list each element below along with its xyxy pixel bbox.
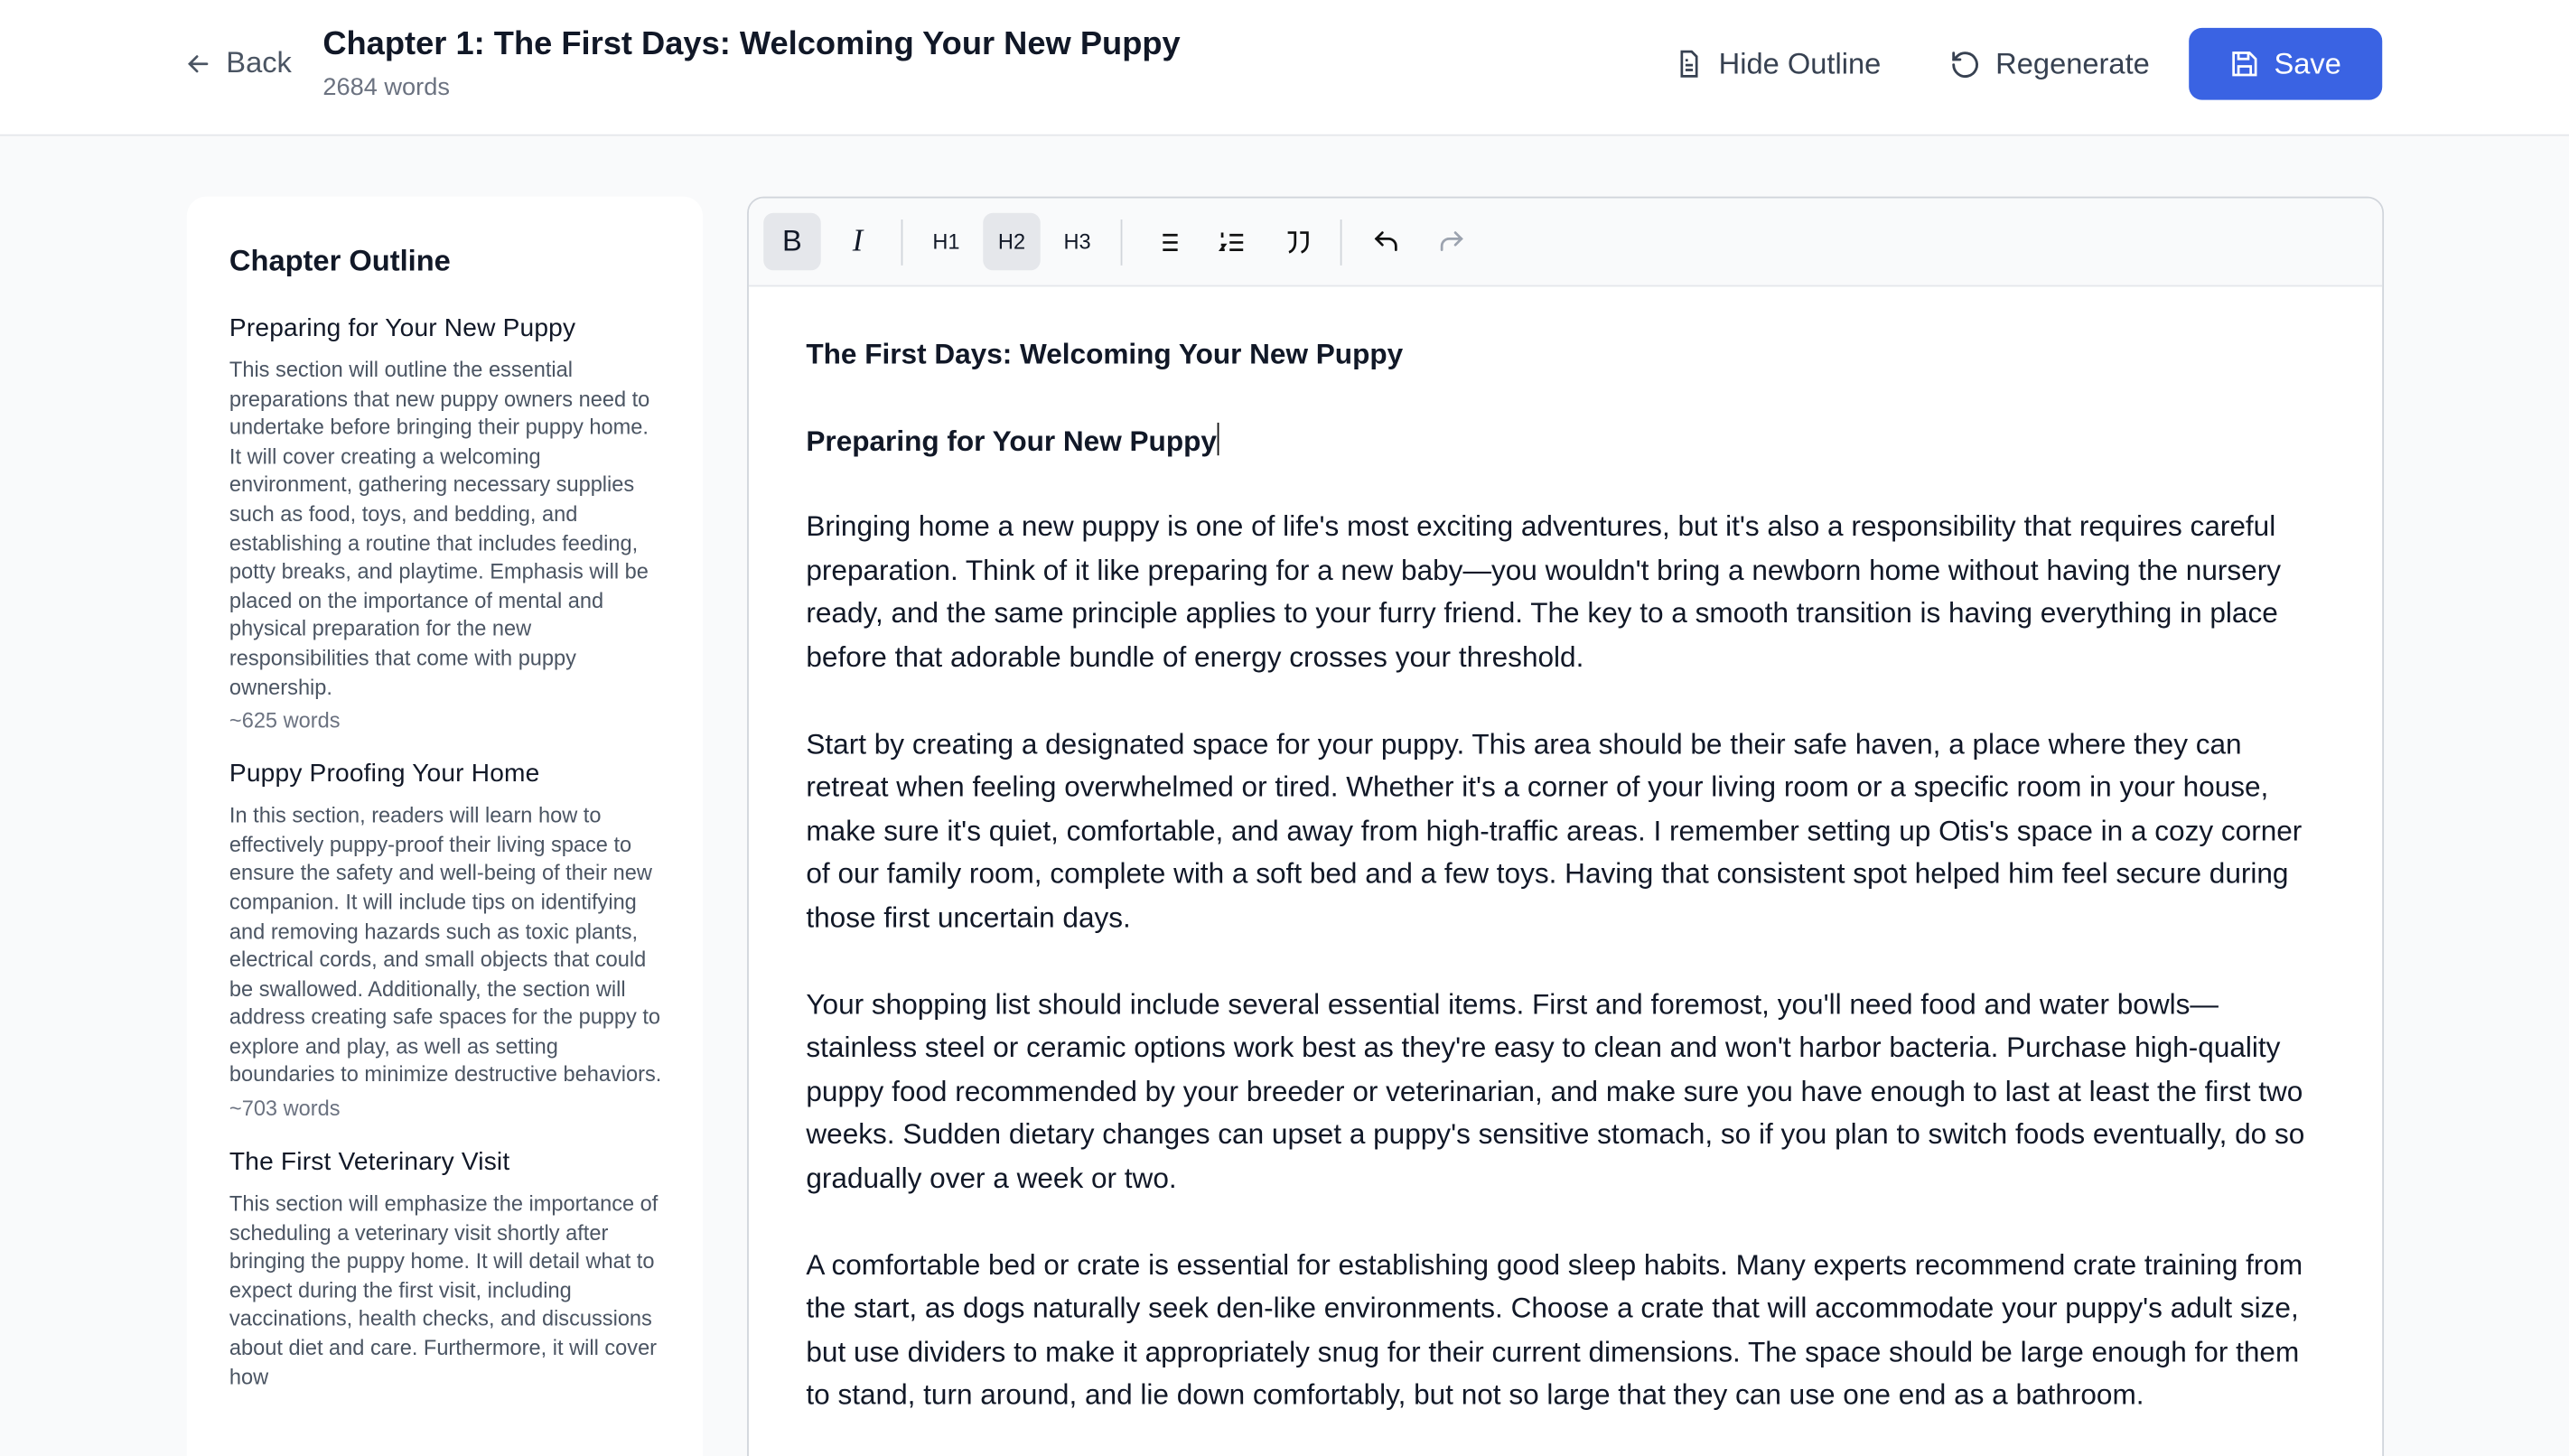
rotate-ccw-icon [1949,49,1980,79]
blockquote-button[interactable] [1268,213,1325,270]
h3-icon: H3 [1063,229,1091,255]
back-button[interactable] [183,46,292,80]
save-button[interactable] [2189,28,2382,100]
section-title: The First Veterinary Visit [229,1148,510,1177]
ordered-list-button[interactable] [1202,213,1259,270]
divider [901,219,903,265]
document-heading: The First Days: Welcoming Your New Puppy [806,337,1404,370]
outline-section[interactable] [229,1149,665,1392]
outline-section[interactable] [229,761,665,1121]
bullet-list-icon [1151,227,1181,257]
undo-button[interactable] [1357,213,1414,270]
editor [747,197,2384,1456]
paragraph: Your shopping list should include several essential items. First and foremost, you'll need food and water bowls—stainless steel or ceramic options work best as they're easy to clean and won't harbor bacteria. Purchase high-quality puppy food recommended by your breeder or veterinarian, and make sure you have enough to last at least the first two weeks. Sudden dietary changes can upset a puppy's sensitive stomach, so if you plan to switch foods eventually, do so gradually over a week or two. [806,986,2305,1194]
section-title: Puppy Proofing Your Home [229,760,540,789]
document-icon [1675,48,1705,80]
section-heading-text: Preparing for Your New Puppy [806,423,1217,457]
section-title: Preparing for Your New Puppy [229,314,576,343]
back-label: Back [226,45,292,79]
section-word-estimate: ~625 words [229,707,341,733]
section-word-estimate: ~703 words [229,1096,341,1121]
top-bar [0,0,2569,136]
redo-button[interactable] [1422,213,1479,270]
section-description: This section will emphasize the importance of scheduling a veterinary visit shortly after bringing the puppy home. It will detail what to expect during the first visit, including vaccinations, health checks, and discussions about diet and care. Furthermore, it will cover how [229,1190,659,1389]
paragraph: Bringing home a new puppy is one of life's most exciting adventures, but it's also a responsibility that requires careful preparation. Think of it like preparing for a new baby—you wouldn't bring a newborn home without having the nursery ready, and the same principle applies to your furry friend. The key to a smooth transition is having everything in place before that adorable bundle of energy crosses your threshold. [806,509,2281,673]
bullet-list-button[interactable] [1137,213,1194,270]
ordered-list-icon [1217,227,1247,257]
redo-icon [1436,227,1466,257]
h2-icon: H2 [997,229,1026,255]
arrow-left-icon [183,49,213,79]
regenerate-label: Regenerate [1995,46,2150,79]
quote-icon [1282,227,1312,257]
paragraph: A comfortable bed or crate is essential for establishing good sleep habits. Many experts recommend crate training from the start, as dogs naturally seek den-like environments. Choose a crate that will accommodate your puppy's adult size, but use dividers to make it appropriately snug for their current dimensions. The space should be large enough for them to stand, turn around, and lie down comfortably, but not so large that they can use one end as a bathroom. [806,1247,2303,1411]
outline-title: Chapter Outline [229,244,451,277]
paragraph: Start by creating a designated space for your puppy. This area should be their safe haven, a place where they can retreat when feeling overwhelmed or tired. Whether it's a corner of your living room or a specific room in your house, make sure it's quiet, comfortable, and away from high-traffic areas. I remember setting up Otis's space in a cozy corner of our family room, complete with a soft bed and a few toys. Having that consistent spot helped him feel secure during those first uncertain days. [806,726,2303,933]
editor-content[interactable] [749,286,2382,1456]
outline-section[interactable] [229,314,665,733]
heading3-button[interactable] [1049,213,1106,270]
word-count: 2684 words [322,73,450,102]
heading1-button[interactable] [918,213,975,270]
chapter-outline-panel [187,197,703,1456]
bold-icon: B [782,224,802,257]
section-heading [806,418,2324,462]
save-icon [2230,49,2260,79]
italic-icon: I [852,223,864,258]
hide-outline-button[interactable] [1675,28,1882,100]
h1-icon: H1 [932,229,960,255]
text-cursor [1217,422,1219,454]
divider [1341,219,1342,265]
hide-outline-label: Hide Outline [1718,46,1882,79]
bold-button[interactable] [763,213,820,270]
italic-button[interactable] [829,213,886,270]
editor-toolbar [749,198,2382,286]
section-description: In this section, readers will learn how to effectively puppy-proof their living space to ensure the safety and well-being of their new companion. It will include tips on identifying and removing hazards such as toxic plants, electrical cords, and small objects that could be swallowed. Additionally, the section will address creating safe spaces for the puppy to explore and play, as well as setting boundaries to minimize destructive behaviors. [229,802,662,1087]
page-title: Chapter 1: The First Days: Welcoming Your New Puppy [322,26,1181,62]
heading2-button[interactable] [983,213,1040,270]
divider [1121,219,1123,265]
regenerate-button[interactable] [1949,28,2149,100]
section-description: This section will outline the essential preparations that new puppy owners need to undertake before bringing their puppy home. It will cover creating a welcoming environment, gathering necessary supplies such as food, toys, and bedding, and establishing a routine that includes feeding, potty breaks, and playtime. Emphasis will be placed on the importance of mental and physical preparation for the new responsibilities that come with puppy ownership. [229,357,650,699]
save-label: Save [2274,46,2341,79]
undo-icon [1370,227,1400,257]
